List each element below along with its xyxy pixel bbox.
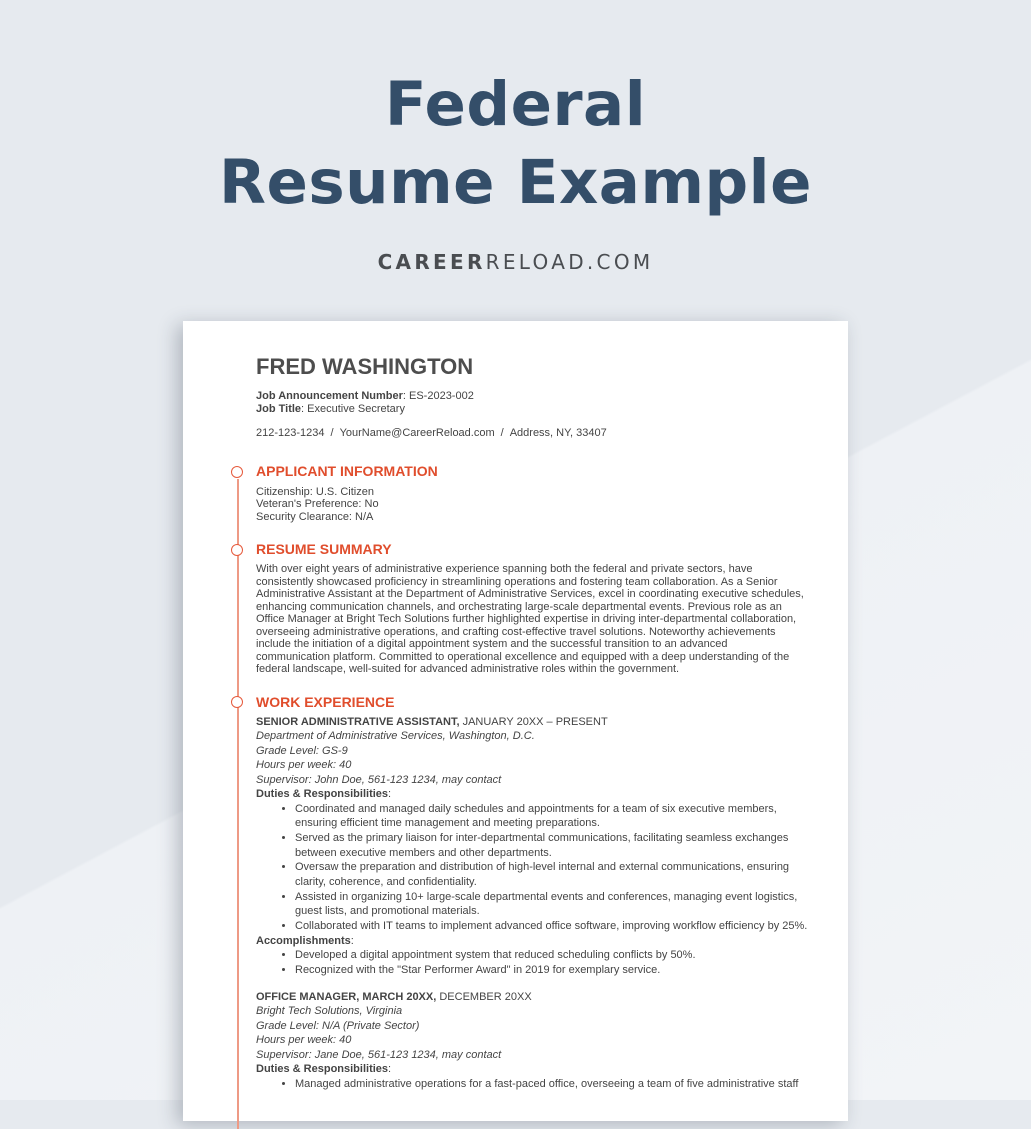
list-item: • Oversaw the preparation and distribution of high-level internal and external communications, ensuring clarity, coherence, and confidentiality. [295,860,816,889]
list-item: • Assisted in organizing 10+ large-scale departmental events and conferences, managing event logistics, guest lists, and promotional materials. [295,890,816,919]
timeline-dot-summary [231,544,243,556]
title-line-2: Resume Example [219,147,812,218]
citizenship: Citizenship: U.S. Citizen [256,485,374,498]
contact-line [256,427,816,440]
duties-list [256,802,816,934]
list-item: • Collaborated with IT teams to implement advanced office software, improving workflow efficiency by 25%. [295,919,816,934]
job-entry [256,715,816,978]
job-dates: JANUARY 20XX – PRESENT [459,715,608,728]
job-announcement-value: : ES-2023-002 [402,390,474,402]
job-announcement-line [256,390,816,403]
job-supervisor: Supervisor: John Doe, 561-123 1234, may contact [256,773,502,786]
job-supervisor: Supervisor: Jane Doe, 561-123 1234, may contact [256,1048,502,1061]
contact-separator: / [500,427,504,439]
job-header [256,990,816,1005]
hero-header [0,0,1031,274]
accomplishments-label: Accomplishments: [256,934,354,947]
timeline-line [237,479,239,1129]
list-item: • Coordinated and managed daily schedules and appointments for a team of six executive members, ensuring efficient time management and meeting preparations. [295,802,816,831]
work-experience-section [256,694,816,1092]
job-title-label: Job Title [256,402,302,415]
job-hours: Hours per week: 40 [256,759,352,771]
veterans-preference: Veteran's Preference: No [256,498,379,510]
work-experience-heading: WORK EXPERIENCE [256,693,395,710]
resume-content [256,354,816,1091]
address: Address, NY, 33407 [509,427,607,439]
site-brand-rest: RELOAD.COM [485,250,654,274]
site-brand-bold: CAREER [377,250,486,274]
site-brand [0,250,1031,274]
resume-summary-heading: RESUME SUMMARY [256,541,392,557]
resume-summary-section [256,541,816,676]
title-line-1: Federal [384,69,647,140]
timeline-dot-applicant [231,466,243,478]
job-grade-level: Grade Level: N/A (Private Sector) [256,1019,420,1032]
duties-label: Duties & Responsibilities: [256,788,392,800]
duties-label: Duties & Responsibilities: [256,1063,392,1076]
job-title-value: : Executive Secretary [301,402,405,415]
job-title: OFFICE MANAGER, MARCH 20XX, [256,990,437,1003]
security-clearance: Security Clearance: N/A [256,510,374,523]
accomplishments-list [256,948,816,977]
job-header [256,715,816,730]
job-organization: Department of Administrative Services, Washington, D.C. [256,730,535,742]
resume-page [183,321,848,1121]
applicant-information-heading: APPLICANT INFORMATION [256,462,438,479]
list-item: • Managed administrative operations for a fast-paced office, overseeing a team of five administrative staff [295,1077,816,1092]
resume-summary-text: With over eight years of administrative experience spanning both the federal and private sectors, have consistently showcased proficiency in streamlining operations and fostering team collaboration. As a Senior Administrative Assistant at the Department of Administrative Services, excel in coordinating executive schedules, enhancing communication channels, and orchestrating large-scale departmental events. Previous role as an Office Manager at Bright Tech Solutions further highlighted expertise in driving inter-departmental collaboration, overseeing administrative operations, and crafting cost-effective travel solutions. Noteworthy achievements include the initiation of a digital appointment system and the successful transition to an advanced communication platform. Committed to operational excellence and equipped with a deep understanding of the federal landscape, well-suited for advanced administrative roles within the government. [256,563,804,675]
list-item: • Developed a digital appointment system that reduced scheduling conflicts by 50%. [295,948,816,963]
job-grade-level: Grade Level: GS-9 [256,744,348,757]
job-dates: DECEMBER 20XX [436,990,532,1003]
timeline-dot-work [231,696,243,708]
list-item: • Recognized with the "Star Performer Award" in 2019 for exemplary service. [295,963,816,978]
resume-name: FRED WASHINGTON [256,354,474,379]
job-announcement-label: Job Announcement Number [256,390,403,402]
contact-separator: / [330,427,334,439]
applicant-information-section [256,463,816,524]
page-title [0,0,1031,222]
job-title-line [256,403,816,416]
email: YourName@CareerReload.com [339,427,495,439]
job-hours: Hours per week: 40 [256,1034,352,1047]
job-entry [256,990,816,1092]
list-item: • Served as the primary liaison for inter-departmental communications, facilitating seamless exchanges between executive members and other departments. [295,831,816,860]
duties-list [256,1077,816,1092]
job-title: SENIOR ADMINISTRATIVE ASSISTANT, [256,715,460,728]
phone: 212-123-1234 [256,427,325,439]
job-organization: Bright Tech Solutions, Virginia [256,1005,403,1018]
